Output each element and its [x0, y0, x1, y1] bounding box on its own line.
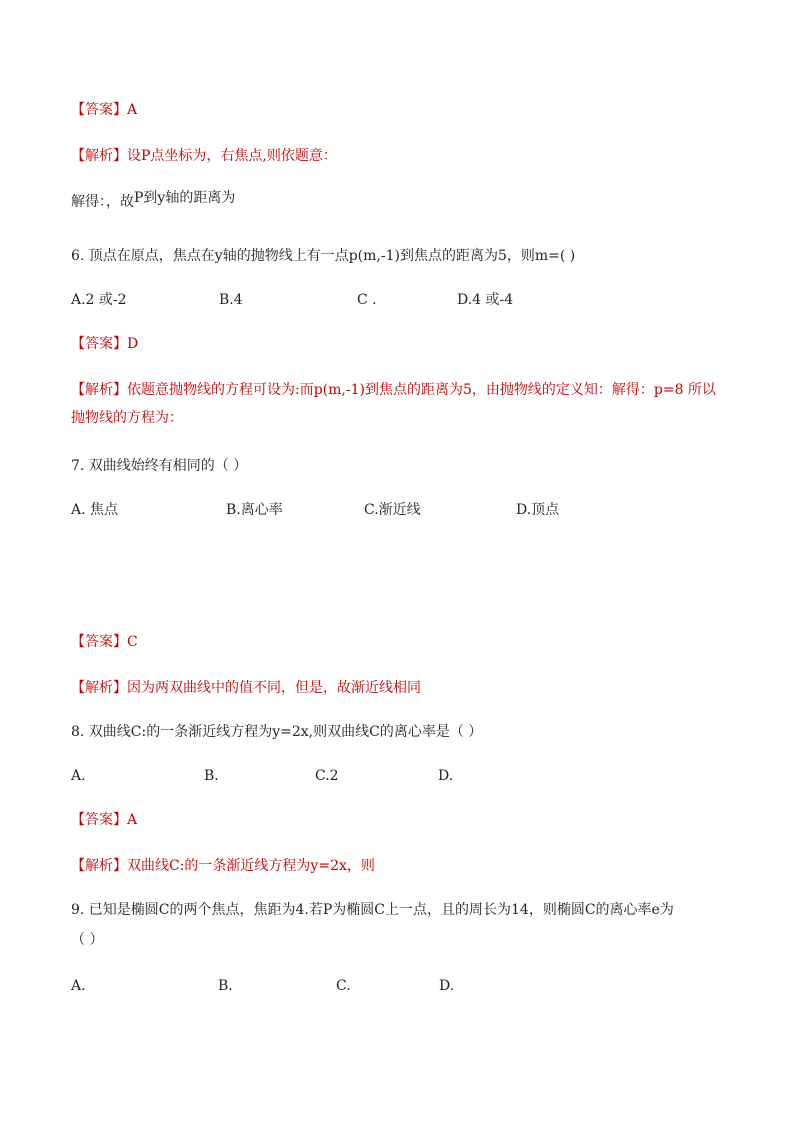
- q6-option-b: B.4: [219, 292, 243, 308]
- analysis-line-8: [71, 856, 375, 876]
- answer-label: 【答案】: [71, 634, 127, 650]
- analysis-label: 【解析】: [71, 858, 127, 874]
- q8-option-d: D.: [438, 768, 454, 784]
- q8-option-c: C.2: [315, 768, 339, 784]
- answer-line-7: [71, 632, 138, 652]
- analysis-label: 【解析】: [71, 680, 127, 696]
- answer-value: D: [127, 336, 139, 352]
- q9-option-b: B.: [218, 978, 233, 994]
- question-9-stem: 9. 已知是椭圆C的两个焦点，焦距为4.若P为椭圆C上一点，且的周长为14，则椭圆C的离心率e为: [71, 902, 674, 918]
- q6-option-a: A.2 或-2: [71, 292, 127, 308]
- analysis-line-1: [71, 146, 337, 166]
- analysis-line-6: [71, 376, 721, 432]
- question-6-stem: 6. 顶点在原点，焦点在y轴的抛物线上有一点p(m,-1)到焦点的距离为5，则m=( ): [71, 248, 576, 264]
- analysis-text: 依题意抛物线的方程可设为:而p(m,-1)到焦点的距离为5，由抛物线的定义知：解得：p=8 所以抛物线的方程为：: [71, 382, 716, 426]
- answer-value: A: [127, 812, 138, 828]
- answer-value: C: [127, 634, 138, 650]
- question-8-stem: 8. 双曲线C:的一条渐近线方程为y=2x,则双曲线C的离心率是（ ）: [71, 724, 483, 740]
- solve-suffix: P到y轴的距离为: [134, 190, 236, 206]
- q9-option-a: A.: [71, 978, 86, 994]
- answer-label: 【答案】: [71, 812, 127, 828]
- analysis-line-7: [71, 678, 421, 698]
- q6-option-c: C .: [357, 292, 377, 308]
- q8-option-b: B.: [204, 768, 219, 784]
- solve-line-1: [71, 192, 235, 212]
- q6-option-d: D.4 或-4: [457, 292, 514, 308]
- q7-option-d: D.顶点: [516, 502, 560, 518]
- analysis-text: 设P点坐标为，右焦点,则依题意：: [127, 148, 337, 164]
- q7-option-a: A. 焦点: [71, 502, 119, 518]
- analysis-label: 【解析】: [71, 148, 127, 164]
- q7-option-c: C.渐近线: [364, 502, 421, 518]
- analysis-text: 双曲线C:的一条渐近线方程为y=2x，则: [127, 858, 375, 874]
- analysis-label: 【解析】: [71, 382, 127, 398]
- answer-label: 【答案】: [71, 336, 127, 352]
- q9-option-d: D.: [439, 978, 455, 994]
- answer-label: 【答案】: [71, 102, 127, 118]
- analysis-text: 因为两双曲线中的值不同，但是，故渐近线相同: [127, 680, 421, 696]
- question-9-stem-cont: （ ）: [71, 932, 104, 948]
- answer-line-8: [71, 810, 137, 830]
- solve-prefix: 解得：，故: [71, 194, 134, 210]
- q8-option-a: A.: [71, 768, 86, 784]
- question-7-stem: 7. 双曲线始终有相同的（ ）: [71, 458, 248, 474]
- answer-line-1: [71, 100, 137, 120]
- answer-line-6: [71, 334, 138, 354]
- q7-option-b: B.离心率: [226, 502, 283, 518]
- q9-option-c: C.: [336, 978, 351, 994]
- answer-value: A: [127, 102, 138, 118]
